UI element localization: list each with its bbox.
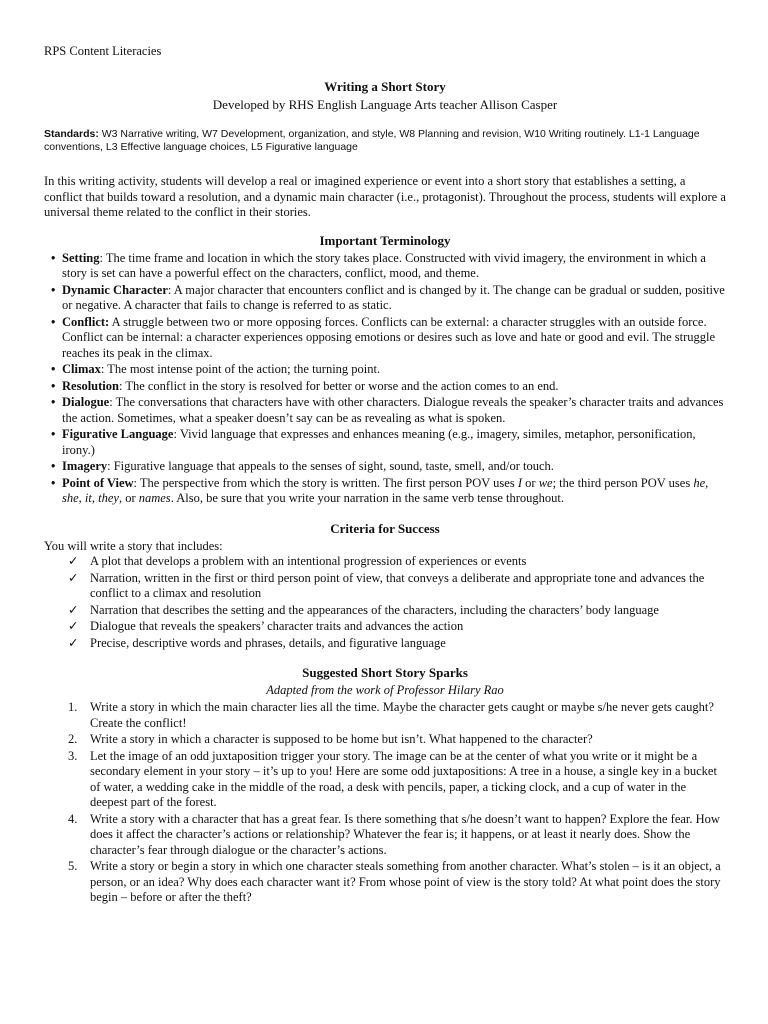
term-definition: : The perspective from which the story is written. The first person POV uses (133, 475, 518, 490)
checkmark-icon: ✓ (68, 554, 79, 568)
term-item (44, 251, 726, 282)
term-name: Dialogue (62, 395, 110, 409)
pov-example: we (538, 475, 553, 490)
criteria-list (44, 554, 726, 651)
pov-example: he, she, it, they (62, 475, 709, 505)
spark-text: Let the image of an odd juxtaposition trigger your story. The image can be at the center of what you write or it might be a secondary element in your story – it’s up to you! Here are some odd juxtapositions: A tree in a house, a single key in a bucket of water, a wedding cake in the middle of the road, a desk with pencils, paper, a ticking clock, and a cup of water in the deepest part of the forest. (90, 748, 717, 809)
term-definition: : A major character that encounters conflict and is changed by it. The change can be gradual or sudden, positive or negative. A character that fails to change is referred to as static. (62, 282, 725, 312)
spark-item (44, 859, 726, 906)
term-definition: . Also, be sure that you write your narration in the same verb tense throughout. (170, 491, 564, 505)
term-name: Conflict: (62, 314, 110, 329)
criteria-item (44, 636, 726, 652)
bullet-icon: • (51, 362, 56, 376)
criteria-item (44, 571, 726, 602)
term-item (44, 427, 726, 458)
term-name: Figurative Language (62, 427, 174, 441)
term-name: Setting (62, 250, 100, 265)
criteria-text: Narration, written in the first or third person point of view, that conveys a deliberate and appropriate tone and advances the conflict to a climax and resolution (90, 570, 705, 600)
term-definition: : Figurative language that appeals to the senses of sight, sound, taste, smell, and/or touch. (107, 459, 554, 473)
term-definition: : The conversations that characters have with other characters. Dialogue reveals the speaker’s character traits and advances the action. Sometimes, what a speaker doesn’t say can be as revealing as what is spoken. (62, 395, 724, 425)
spark-number: 3. (68, 748, 78, 763)
term-definition: : Vivid language that expresses and enhances meaning (e.g., imagery, similes, metaphor, personification, irony.) (62, 427, 696, 457)
term-definition: : The conflict in the story is resolved for better or worse and the action comes to an end. (118, 378, 559, 393)
term-item (44, 379, 726, 395)
bullet-icon: • (51, 378, 56, 393)
bullet-icon: • (51, 475, 56, 490)
criteria-item (44, 603, 726, 619)
term-name: Dynamic Character (62, 282, 168, 297)
criteria-item (44, 554, 726, 570)
spark-text: Write a story in which a character is supposed to be home but isn’t. What happened to the character? (90, 732, 593, 746)
bullet-icon: • (51, 459, 56, 473)
sparks-attribution: Adapted from the work of Professor Hilary Rao (266, 683, 504, 697)
term-item (44, 395, 726, 426)
term-definition: : The most intense point of the action; the turning point. (100, 362, 381, 376)
document-page (44, 44, 726, 907)
spark-number: 2. (68, 732, 78, 746)
sparks-list (44, 700, 726, 906)
spark-number: 4. (68, 811, 78, 826)
term-item (44, 283, 726, 314)
bullet-icon: • (51, 250, 56, 265)
standards-label: Standards: (44, 128, 99, 140)
terminology-heading: Important Terminology (319, 232, 451, 248)
term-item (44, 315, 726, 362)
spark-text: Write a story in which the main character lies all the time. Maybe the character gets caught or maybe s/he never gets caught? Create the conflict! (90, 700, 714, 730)
checkmark-icon: ✓ (68, 619, 79, 633)
term-name: Resolution (62, 378, 119, 393)
term-definition: A struggle between two or more opposing forces. Conflicts can be external: a character struggles with an outside force. Conflict can be internal: a character experiences opposing emotions or desires such as love and hate or good and evil. The struggle reaches its peak in the climax. (62, 314, 716, 360)
term-name: Imagery (62, 459, 108, 473)
bullet-icon: • (51, 314, 56, 329)
page-title: Writing a Short Story (324, 79, 446, 94)
spark-number: 5. (68, 859, 78, 873)
spark-number: 1. (68, 700, 78, 714)
spark-item (44, 732, 726, 748)
term-name: Climax (62, 362, 101, 376)
criteria-text: Narration that describes the setting and the appearances of the characters, including the characters’ body language (90, 602, 659, 617)
criteria-lead: You will write a story that includes: (44, 538, 223, 553)
term-definition: ; the third person POV uses (552, 475, 694, 490)
term-definition: , or (118, 491, 139, 505)
criteria-text: Dialogue that reveals the speakers’ character traits and advances the action (90, 619, 464, 633)
term-name: Point of View (62, 475, 134, 490)
header-org: RPS Content Literacies (44, 44, 162, 58)
criteria-text: Precise, descriptive words and phrases, details, and figurative language (90, 635, 446, 650)
intro-paragraph: In this writing activity, students will develop a real or imagined experience or event into a short story that establishes a setting, a conflict that builds toward a resolution, and a dynamic main character (i.e., protagonist). Throughout the process, students will explore a universal theme related to the conflict in their stories. (44, 174, 726, 219)
spark-item (44, 749, 726, 811)
spark-item (44, 812, 726, 859)
pov-example: names (138, 491, 171, 505)
term-definition: : The time frame and location in which the story takes place. Constructed with vivid imagery, the environment in which a story is set can have a powerful effect on the characters, conflict, mood, and theme. (62, 250, 706, 280)
bullet-icon: • (51, 282, 56, 297)
term-item (44, 459, 726, 475)
spark-item (44, 700, 726, 731)
term-item-pov (44, 476, 726, 507)
spark-text: Write a story or begin a story in which one character steals something from another character. What’s stolen – is it an object, a person, or an idea? Why does each character want it? From whose point of view is the story told? At what point does the story begin – before or after the theft? (90, 859, 721, 904)
spark-text: Write a story with a character that has a great fear. Is there something that s/he doesn’t want to happen? Explore the fear. How does it affect the character’s actions or relationship? Whatever the fear is; it happens, or at least it nearly does. Show the character’s fear through dialogue or the character’s actions. (90, 811, 720, 857)
bullet-icon: • (51, 427, 56, 441)
standards-text: W3 Narrative writing, W7 Development, organization, and style, W8 Planning and revision, W10 Writing routinely. L1-1 Language conventions, L3 Effective language choices, L5 Figurative language (44, 128, 700, 153)
criteria-item (44, 619, 726, 635)
checkmark-icon: ✓ (68, 602, 79, 617)
bullet-icon: • (51, 395, 56, 409)
checkmark-icon: ✓ (68, 570, 79, 585)
checkmark-icon: ✓ (68, 635, 79, 650)
sparks-heading: Suggested Short Story Sparks (302, 665, 468, 680)
term-item (44, 362, 726, 378)
criteria-text: A plot that develops a problem with an intentional progression of experiences or events (90, 554, 527, 568)
terminology-list (44, 251, 726, 507)
page-subtitle: Developed by RHS English Language Arts teacher Allison Casper (212, 97, 558, 112)
pov-example: I (517, 475, 523, 490)
term-definition: or (522, 475, 539, 490)
standards (44, 128, 726, 154)
criteria-heading: Criteria for Success (330, 520, 440, 536)
